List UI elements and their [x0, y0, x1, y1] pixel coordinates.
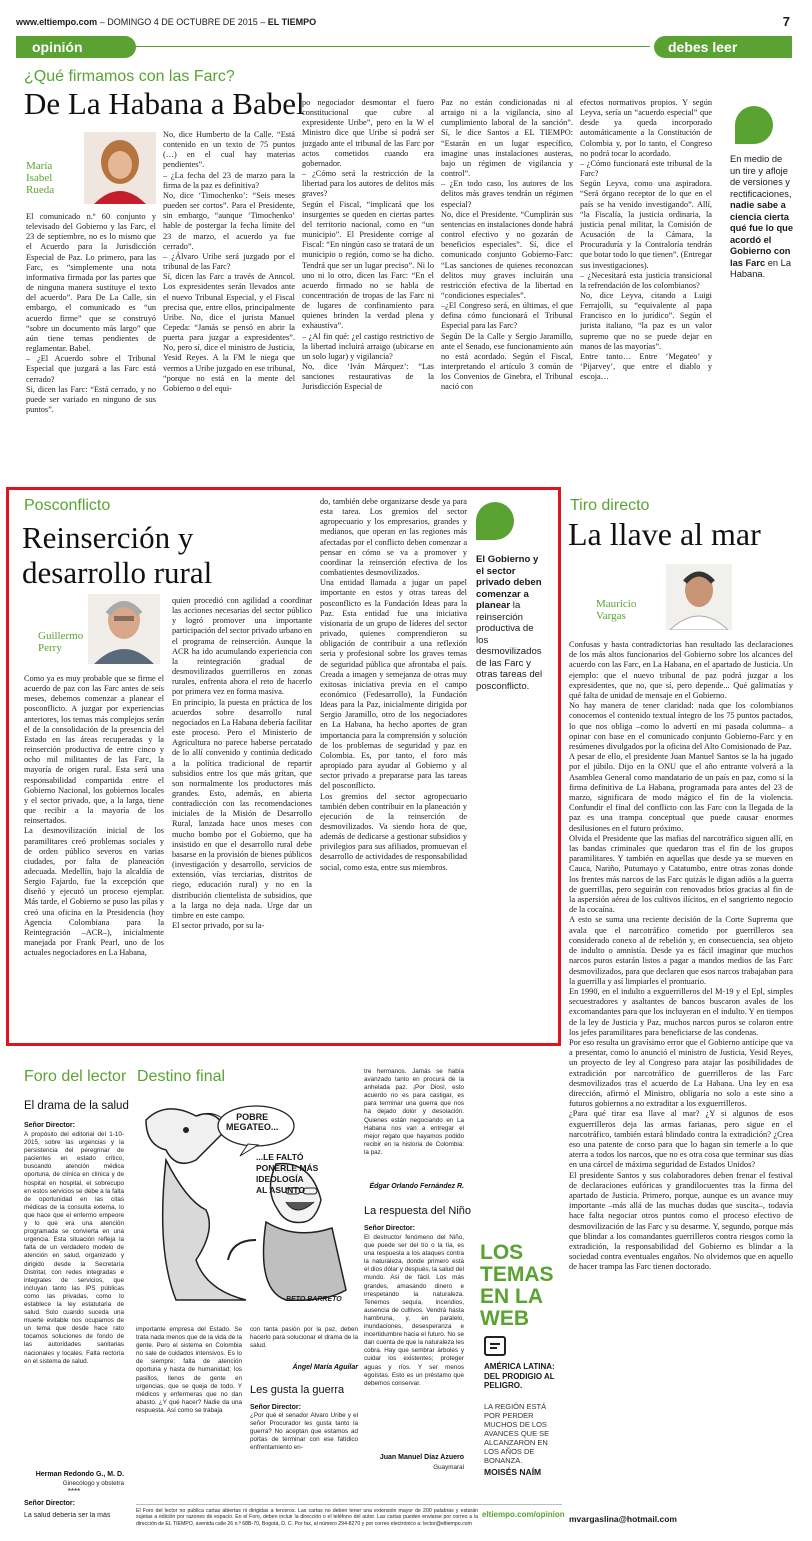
foro-letter1-title: El drama de la salud — [24, 1100, 129, 1112]
foro-letter2-body: La salud debería ser la más — [24, 1512, 111, 1519]
foro-letter3-continued: tre hermanos. Jamás se había avanzado tanto en procura de la anhelada paz. ¡Por Dios!, esto acuerdo no es para castigar, es para terminar una guerra que nos ha dejado dolor y desolación. Quienes están negociando en La Habana nos van a entregar el mejor regalo que hayamos podido recibir en la historia de Colombia: la paz. — [364, 1068, 464, 1156]
portrait-illustration — [88, 594, 160, 664]
article1-body-col4: Paz no están condicionadas ni al arraigo ni a la vigilancia, sino al cumplimiento laboral de la sanción”. Sí, le dice Santos a EL TIEMPO: “Estarán en un lugar específico, imagine unas instalaciones austeras, bajo un régimen de vigilancia y control”. – ¿En todo caso, los autores de los delitos más graves tendrán un régimen especial? No, dice el Presidente. “Cumplirán sus sentencias en instalaciones donde habrá control efectivo y no gozarán de beneficios especiales”. Sí, dice el comunicado conjunto Gobierno-Farc: “Las sanciones de quienes reconozcan delitos muy graves incluirán una restricción efectiva de la libertad en “condiciones especiales”. –¿El Congreso será, en últimas, el que defina cómo funcionará el Tribunal Especial para las Farc? Según De la Calle y Sergio Jaramillo, ante el Senado, ese funcionamiento aún no está acordado. Según el Fiscal, interpretando el artículo 3 común de los Convenios de Ginebra, el Tribunal nació con — [441, 98, 573, 392]
article2-author: Guillermo Perry — [38, 630, 84, 654]
footer-rule — [136, 1504, 562, 1505]
article3-email[interactable]: mvargaslina@hotmail.com — [569, 1514, 677, 1524]
web-topic-summary: LA REGIÓN ESTÁ POR PERDER MUCHOS DE LOS AVANCES QUE SE ALCANZARON EN LOS AÑOS DE BONANZA. — [484, 1402, 550, 1465]
web-topics-title: LOS TEMAS EN LA WEB — [480, 1241, 554, 1330]
header-rule — [136, 46, 650, 47]
article3-author: Mauricio Vargas — [596, 598, 637, 622]
article1-body-col3: po negociador desmontar el fuero constitucional que cubre al expresidente Uribe”, pero en la W el Ministro dice que Uribe sí podrá ser juzgado ante el tribunal de las Farc por actos cometidos cuando era gobernador. – ¿Cómo será la restricción de la libertad para los autores de delitos más graves? Según el Fiscal, “implicará que los insurgentes se queden en ciertas partes del territorio nacional, como en “un municipio”. El Presidente corrige al Fiscal: “En ningún caso se tratará de un municipio o región, como se ha dicho. Tendrá que ser un lugar preciso”. Ni lo uno ni lo otro, dicen las Farc: “En el acuerdo firmado no se habla de concentración de tropas de las Farc ni de lugares de confinamiento para quienes brinden la verdad plena y exhaustiva”. – ¿Al fin qué: ¿el castigo restrictivo de la libertad incluirá arraigo (ubicarse en un solo lugar) y vigilancia? No, dice ‘Iván Márquez’: “Las sanciones restaurativas de la Jurisdicción Especial de — [302, 98, 434, 392]
article2-body-col1: Como ya es muy probable que se firme el acuerdo de paz con las Farc antes de seis meses, debemos comenzar a planear el posconflicto. A juzgar por experiencias anteriores, los temas más complejos serán el de la consolidación de la presencia del Estado en las áreas recuperadas y la reinserción productiva de entre cinco y ocho mil militantes de las Farc, la mayoría de origen rural. Esta será una responsabilidad compartida entre el Gobierno Nacional, los gobiernos locales y el sector privado, que, a la larga, tiene que recibir a la mayoría de los reinsertados. La desmovilización inicial de los paramilitares creó problemas sociales y de orden público severos en varias ciudades, por falta de planeación adecuada. Medellín, bajo la alcaldía de Sergio Fajardo, fue la excepción que diseñó y ejecutó un proceso ejemplar. Más tarde, el Gobierno se puso las pilas y creó una oficina en la Presidencia (hoy Agencia Colombiana para la Reintegración –ACR–), inicialmente manejada por Frank Pearl, uno de los actuales negociadores en La Habana, — [24, 674, 164, 958]
date-separator: – — [99, 17, 108, 27]
foro-letter1-body: A propósito del editorial del 1-10-2015, sobre las urgencias y la persistencia del peregrinar de pacientes en estado crítico, buscando atención médica oportuna, de clínica en clínica y de hospital en hospital, el sobrecupo en estos servicios se debe a la falta de oportunidad en las citas médicas de la consulta externa, lo que hace que el enfermo empeore y lo que era una atención programada se convierta en una urgencia. Esta situación refleja la falta de un verdadero modelo de atención en salud, organizado y dirigido desde la Secretaría Distrital, con redes integradas e integrales de servicios, que incluyan tanto las IPS públicas como las privadas, como lo establece la ley estatutaria de salud. Solo cuando suceda una muerte evitable nos ocupamos de un tema que desde hace rato tocamos soluciones de fondo de las autoridades sanitarias nacionales y locales. Falta rectoría en el sistema de salud. — [24, 1131, 124, 1365]
separator-stars: **** — [67, 1488, 81, 1496]
foro-letter3-title: Les gusta la guerra — [250, 1384, 345, 1396]
article1-body-col2: No, dice Humberto de la Calle. “Está contenido en un texto de 75 puntos (…) en el cual hay materias pendientes”. – ¿La fecha del 23 de marzo para la firma de la paz es definitiva? No, dice ‘Timochenko’: “Seis meses pueden ser cortos”. Para el Presidente, sin embargo, “aunque ‘Timochenko’ hable de postergar la fecha límite del 23 de marzo, el acuerdo ya fue cerrado”. – ¿Álvaro Uribe será juzgado por el tribunal de las Farc? Sí, dicen las Farc a través de Anncol. Los expresidentes serán llevados ante el nuevo Tribunal Especial, y el Fiscal precisa que, entre ellos, principalmente Uribe. No, dice el jurista Manuel Cepeda: “Jamás se pensó en abrir la puerta para juzgar a expresidentes”. No, pero sí, dice el ministro de Justicia, Yesid Reyes. A la FM le niega que vermos a Uribe juzgado en ese tribunal, “porque no está en la mente del Gobierno o del equi- — [163, 130, 295, 393]
article3-body: Confusas y hasta contradictorias han resultado las declaraciones de los más altos funcionarios del Gobierno sobre los alcances del acuerdo con las Farc, en La Habana, en el apartado de Justicia. Un ejemplo: que el nuevo tribunal de paz podrá juzgar a los expresidentes, que no, que sí, pero depende... Qué galimatías y qué falta de unidad de mensaje en el Gobierno. No hay manera de tener claridad: nada que los colombianos conocemos el contenido textual íntegro de los 75 puntos pactados, lo que nos obliga –como lo advertí en mi pasada columna– a opinar con base en el comunicado conjunto Gobierno-Farc y en resúmenes divulgados por la oficina del Alto Comisionado de Paz. A pesar de ello, el presidente Juan Manuel Santos se la ha jugado por el júbilo. Dijo en la ONU que el año entrante volverá a la Asamblea General como mandatario de un país en paz, como si la firma definitiva de La Habana, programada para antes del 23 de marzo, significara de modo mágico el fin de la violencia. Confundir el final del conflicto con las Farc con la llegada de la paz es una trampa conceptual que puede causar enormes desilusiones en el futuro próximo. Olvida el Presidente que las mafias del narcotráfico siguen allí, en las bandas criminales que quedaron tras el fin de los grupos paramilitares. Y también en aquellas que desde ya se mueven en Cauca, Nariño, Putumayo y Catatumbo, entre otras zonas donde los frentes más narcos de las Farc quizás le digan adiós a la guerra de guerrillas, pero seguirán con renovados bríos gracias al fin de la aspersión aérea de los cultivos ilícitos, en el sangriento negocio de la cocaína. A esto se suma una reciente decisión de la Corte Suprema que avala que el narcotráfico cometido por guerrilleros sea considerado conexo al de rebelión y, en consecuencia, sea objeto de indulto o amnistía. Desde ya es fácil imaginar que muchos narcos puros estarán listos a pagar a mandos medios de las Farc desmovilizados, para que declaren que esos narcos trabajaban para la guerrilla y así limpiarles el prontuario. En 1990, en el indulto a exguerrilleros del M-19 y el Epl, simples secuestradores y asaltantes de bancos buscaron avales de los excomandantes para que los incluyeran en el indulto. Y en tiempos de la ley de Justicia y Paz, muchos narcos puros se colaron entre los jefes paramilitares para beneficiarse de las condenas. Por eso resulta un gravísimo error que el Gobierno anticipe que va a presentar, como lo anunció el ministro de Justicia, Yesid Reyes, un proyecto de ley al Congreso para atajar las posibilidades de extradición por narcotráfico de guerrilleros de las Farc desmovilizados tras el acuerdo de La Habana. Una ley en esa dirección, afirmó el Ministro, obligaría no solo a este sino a futuros gobiernos a no extraditar a los exguerrilleros. ¿Para qué tirar esa llave al mar? ¿Y si algunos de esos exguerrilleros deja las armas farianas, pero sigue en el narcotráfico, también estará blindado contra la extradición? ¿Crea eso una patente de corso para que lo hagan sin temerle a lo que aterra a todos los narcos, que no es otra cosa que terminar sus días en una cárcel de máxima seguridad de Estados Unidos? El presidente Santos y sus colaboradores deben frenar el festival de declaraciones eufóricas y grandilocuentes tras la firma del apartado de Justicia. Primero, porque, aunque es un avance muy importante –más allá de las muchas dudas que suscita–, todavía hace falta negociar otros puntos como el proceso efectivo de desmovilización de las Farc y su desarme. Y, segundo, porque más que blindar a los comandantes guerrilleros contra riesgos como la extradición, la responsabilidad del Gobierno es blindar a la sociedad contra eventuales engaños. No olvidemos que en aquello de hacer trampa las Farc tienen doctorado. — [569, 640, 793, 1272]
brand-name: EL TIEMPO — [267, 17, 317, 27]
editorial-cartoon — [136, 1090, 360, 1312]
web-topic-author: MOISÉS NAÍM — [484, 1467, 542, 1477]
pullquote-bold: nadie sabe a ciencia cierta qué fue lo que acordó el Gobierno con las Farc — [730, 200, 794, 268]
pullquote-bold: El Gobierno y el sector privado deben comenzar a planear — [476, 554, 542, 611]
masthead-line — [16, 14, 792, 30]
article3-title: La llave al mar — [568, 516, 761, 552]
footer-fine-print: El Foro del lector no publica cartas abiertas ni dirigidas a terceros. Las cartas no deben tener una extensión mayor de 200 palabras y estarán sujetas a edición por razones de espacio. En el Foro, deben incluir la dirección o el teléfono del autor. Las cartas pueden enviarse por correo a la dirección de EL TIEMPO, avenida calle 26 n.º 68B-70, Bogotá, D. C. Por fax, al número 294-8270 y por correo electrónico a: lector@eltiempo.com — [136, 1508, 478, 1527]
foro-letter1-profession: Ginecólogo y obstetra — [62, 1480, 124, 1487]
author-photo-rueda — [84, 132, 156, 204]
article1-kicker: ¿Qué firmamos con las Farc? — [24, 68, 235, 85]
article1-author: María Isabel Rueda — [26, 160, 55, 196]
article1-title: De La Habana a Babel — [24, 86, 305, 121]
quote-icon — [735, 106, 773, 144]
foro-letter4-place: Guaymaral — [433, 1464, 464, 1471]
section-pill-debes-leer: debes leer — [654, 36, 792, 58]
article1-pullquote — [730, 154, 794, 281]
author-photo-perry — [88, 594, 160, 664]
chat-icon — [484, 1336, 506, 1356]
article1-body-col1: El comunicado n.º 60 conjunto y televisado del Gobierno y las Farc, el 23 de septiembre, no es lo mismo que el Acuerdo para la Jurisdicción Especial de Paz. Lo primero, para las Farc, es “simplemente una nota informativa firmada por las partes que de ninguna manera sustituye el texto del acuerdo”. Para De La Calle, sin embargo, el comunicado es “un acuerdo firme” que se construyó “sobre un documento más largo” que aún tiene temas pendientes de reglamentar. Babel. – ¿El Acuerdo sobre el Tribunal Especial que juzgará a las Farc está cerrado? Si, dicen las Farc: “Está cerrado, y no puede ser variado en ninguno de sus puntos”. — [26, 212, 156, 414]
site-url[interactable]: www.eltiempo.com — [16, 17, 98, 27]
cartoon-bubble-1: POBRE MEGATEO... — [226, 1112, 279, 1132]
foro-letter4-signature: Juan Manuel Díaz Azuero — [379, 1454, 464, 1461]
article1-body-col5: efectos normativos propios. Y según Leyva, sería un “acuerdo especial” que desde ya queda incorporado automáticamente a la Constitución de Colombia y, por lo tanto, el Congreso no podrá tocar lo acordado. – ¿Cómo funcionará este tribunal de la Farc? Según Leyva, como una aspiradora. “Será órgano receptor de lo que en el país se ha venido investigando”. Allí, “la Fiscalía, la justicia ordinaria, la justicia penal militar, la Comisión de Acusación de la Cámara, la Procuraduría y la Contraloría tendrán que botar todo lo que tienen”. (Entregar sus investigaciones). – ¿Necesitará esta justicia transicional la refrendación de los colombianos? No, dice Leyva, citando a Luigi Ferrajolli, su “equivalente al papa Francisco en lo jurídico”. Según el jurista italiano, “la paz es un valor supremo que no se puede dejar en manos de las mayorías”. Entre tanto… Entre ‘Megateo’ y ‘Pijarvey’, que entre el diablo y escoja… — [580, 98, 712, 382]
cartoon-bubble-2: ...LE FALTÓ PONERLE MÁS IDEOLOGÍA AL ASUNTO — [256, 1152, 319, 1195]
foro-letter3-signature: Édgar Orlando Fernández R. — [369, 1183, 464, 1190]
article2-pullquote — [476, 554, 548, 692]
section-pill-opinion: opinión — [16, 36, 136, 58]
article2-body-col3: do, también debe organizarse desde ya para esta tarea. Los gremios del sector agropecuario y los empresarios, grandes y medianos, que operan en las regiones más afectadas por el conflicto deben comenzar a pensar en cómo se va a promover y coordinar la reinserción efectiva de los combatientes desmovilizados. Una entidad llamada a jugar un papel importante en estos y otras tareas del posconflicto es la Fundación Ideas para la Paz. Esta entidad fue una iniciativa visionaria de un grupo de líderes del sector privado, quienes comprendieron su obligación de contribuir a una reflexión seria y profesional sobre los graves temas de seguridad pública que afrontaba el país. Creada a imagen y semejanza de otras muy exitosas iniciativa previa en el campo económico (Fedesarrollo), la Fundación Ideas para la Paz, inicialmente dirigida por Sergio Jaramillo, otro de los negociadores en La Habana, ha hecho aportes de gran importancia para la comprensión y solución de los problemas de seguridad y paz en Colombia. Es, por tanto, el foro más apropiado para ayudar al Gobierno y al sector privado a prepararse para las tareas del posconflicto. Los gremios del sector agropecuario también deben contribuir en la planeación y ejecución de la reinserción de desmovilizados. Va siendo hora de que, además de dedicarse a gestionar subsidios y privilegios para sus afiliados, promuevan el desarrollo de actividades de responsabilidad social, como esta, entre sus miembros. — [320, 497, 467, 872]
page-number: 7 — [782, 14, 790, 29]
cartoonist-signature: BETO BARRETO — [286, 1296, 342, 1303]
portrait-illustration — [84, 132, 156, 204]
foro-letter3-body: ¿Por qué el senador Álvaro Uribe y el señor Procurador les gusta tanto la guerra? No aceptan que estamos ad portas de terminar con ese fatídico enfrentamiento en- — [250, 1412, 358, 1452]
article2-body-col2: quien procedió con agilidad a coordinar las acciones necesarias del sector público y logró promover una importante participación del sector privado urbano en el programa de reinserción. Aunque la ACR ha ido acumulando experiencia con la reintegración gradual de desmovilizados guerrilleros en zonas rurales, enfrenta ahora el reto de hacerlo por primera vez en forma masiva. En principio, la puesta en práctica de los acuerdos sobre desarrollo rural negociados en La Habana debería facilitar este proceso. Pero el Ministerio de Agricultura no parece haberse percatado de lo allí convenido y continúa dedicado a la política tradicional de repartir subsidios entre los que más gritan, que son normalmente los productores más grandes. Esto, además, en abierta contradicción con las recomendaciones iniciales de la Misión de Desarrollo Rural, lanzada hace unos meses con mucho bombo por el Gobierno, que ha insistido en que el desarrollo rural debe basarse en la provisión de bienes públicos (investigación y desarrollo, servicios de extensión, vías terciarias, distritos de riego, educación rural) y no en la distribución clientelista de subsidios, que a la larga no deja nada. Urge dar un timbre en este campo. El sector privado, por su la- — [172, 596, 312, 930]
pullquote-lead: En medio de un tire y afloje de versiones y rectificaciones, — [730, 154, 792, 199]
foro-letter2-end: con tanta pasión por la paz, deben hacerlo para solucionar el drama de la salud. — [250, 1326, 358, 1350]
article2-title: Reinserción y desarrollo rural — [22, 520, 213, 590]
author-photo-vargas — [666, 564, 732, 630]
foro-section-title: Foro del lector — [24, 1068, 127, 1085]
foro-letter4-salutation: Señor Director: — [364, 1225, 415, 1232]
foro-letter1-signature: Herman Redondo G., M. D. — [35, 1471, 124, 1478]
destino-section-title: Destino final — [137, 1068, 226, 1085]
foro-letter2-continued: importante empresa del Estado. Se trata nada menos que de la vida de la gente. Pero el sistema en Colombia no sale de cuidados intensivos. Es lo de siempre: falta de atención oportuna y hasta de humanidad; los pasillos, llenos de gente en urgencias, que se queja de todo. Y médicos y enfermeras que no dan abasto. ¿Y qué hacer? Nadie da una respuesta. Así como se trabaja — [136, 1326, 242, 1414]
foro-letter3-salutation: Señor Director: — [250, 1404, 301, 1411]
brand-separator: – — [260, 17, 268, 27]
foro-letter2-salutation: Señor Director: — [24, 1500, 75, 1507]
quote-icon — [476, 502, 514, 540]
foro-letter1-salutation: Señor Director: — [24, 1122, 75, 1129]
foro-letter4-body: El destructor fenómeno del Niño, que puede ser del tío o la tía, es una respuesta a los ataques contra la naturaleza, donde primero está el dios dólar y después, la salud del mundo. Así de fácil. Los más grandes, amasando dinero e irrespetando la naturaleza. Tenemos sequía, incendios, ausencia de cultivos. Vendrá hasta hambruna, y, en paralelo, inundaciones, desesperanza e incertidumbre hacia el futuro. No se dan cuenta de que la naturaleza les cobra. Hay que sembrar árboles y cuidar los existentes; proteger aguas y ríos. Y ser menos egoístas. Esto es un préstamo que debemos conservar. — [364, 1234, 464, 1387]
foro-letter2-signature: Ángel María Aguilar — [292, 1364, 358, 1371]
date-text: DOMINGO 4 DE OCTUBRE DE 2015 — [107, 17, 258, 27]
pullquote-tail: en La Habana. — [730, 257, 792, 279]
pullquote-tail: la reinserción productiva de los desmovilizados de las Farc y otras tareas del posconflicto. — [476, 600, 543, 692]
article3-kicker: Tiro directo — [570, 497, 650, 514]
portrait-illustration — [666, 564, 732, 630]
web-topic-headline[interactable]: AMÉRICA LATINA: DEL PRODIGIO AL PELIGRO. — [484, 1362, 555, 1390]
article2-kicker: Posconflicto — [24, 497, 111, 514]
footer-web-link[interactable]: eltiempo.com/opinion — [482, 1510, 565, 1519]
foro-letter4-title: La respuesta del Niño — [364, 1205, 472, 1217]
